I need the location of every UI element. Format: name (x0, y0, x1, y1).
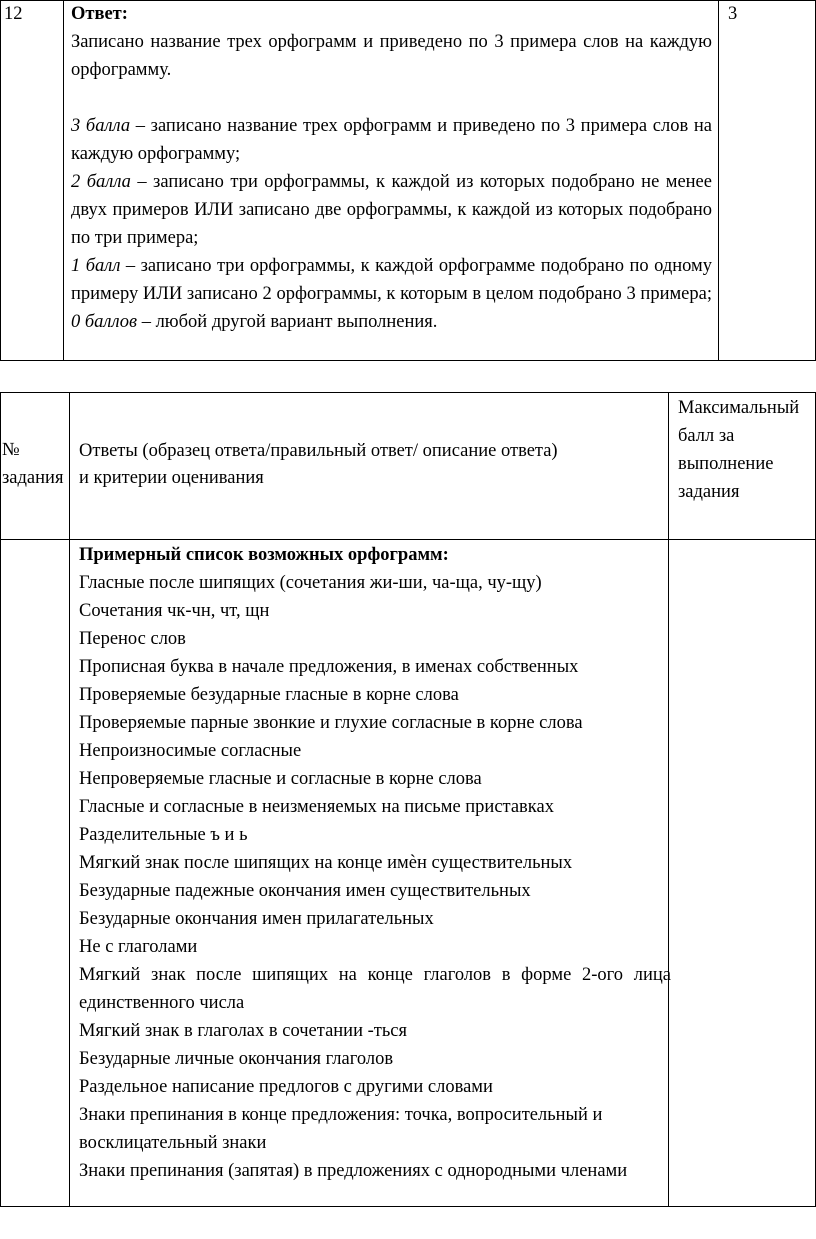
list-item: Знаки препинания (запятая) в предложениях с однородными членами (79, 1161, 628, 1181)
orthogram-list-title: Примерный список возможных орфограмм: (79, 545, 449, 565)
list-item: Мягкий знак после шипящих на конце имѐн существительных (79, 853, 573, 873)
list-item: Разделительные ъ и ь (79, 825, 248, 845)
list-item: Гласные после шипящих (сочетания жи-ши, ча-ща, чу-щу) (79, 573, 542, 593)
list-item: Проверяемые парные звонкие и глухие согласные в корне слова (79, 713, 583, 733)
score-1-text: – записано три орфограммы, к каждой орфограмме подобрано по одному примеру ИЛИ записано 2 орфограммы, к которым в целом подобрано 3 примера; (71, 256, 713, 304)
header-number-sign: № (2, 440, 20, 460)
list-item: Мягкий знак в глаголах в сочетании -ться (79, 1021, 408, 1041)
score-1-label: 1 балл (71, 256, 121, 276)
table-border (69, 392, 70, 1207)
list-item: Безударные окончания имен прилагательных (79, 909, 434, 929)
table-border (0, 1206, 816, 1207)
score-2-label: 2 балла (71, 172, 131, 192)
list-item: Раздельное написание предлогов с другими словами (79, 1077, 493, 1097)
answer-label: Ответ: (71, 4, 128, 24)
score-3-criterion (71, 112, 712, 168)
task-number: 12 (4, 4, 23, 24)
answer-text: Записано название трех орфограмм и приведено по 3 примера слов на каждую орфограмму. (71, 32, 712, 80)
list-item: Перенос слов (79, 629, 186, 649)
answer-cell (71, 0, 712, 336)
score-2-criterion (71, 168, 712, 252)
list-item: Проверяемые безударные гласные в корне слова (79, 685, 459, 705)
score-3-label: 3 балла (71, 116, 131, 136)
list-item: Не с глаголами (79, 937, 198, 957)
header-answers: Ответы (образец ответа/правильный ответ/ описание ответа) и критерии оценивания (79, 441, 558, 488)
list-item: Мягкий знак после шипящих на конце глаголов в форме 2-ого лица единственного числа (79, 965, 671, 1013)
list-item: Прописная буква в начале предложения, в именах собственных (79, 657, 579, 677)
table-border (0, 392, 1, 1207)
list-item: Безударные личные окончания глаголов (79, 1049, 394, 1069)
list-item: Непроверяемые гласные и согласные в корне слова (79, 769, 482, 789)
header-task-number (2, 436, 63, 492)
list-item: Гласные и согласные в неизменяемых на письме приставках (79, 797, 554, 817)
list-item: Знаки препинания в конце предложения: точка, вопросительный и восклицательный знаки (79, 1105, 603, 1153)
header-task-label: задания (2, 468, 64, 488)
list-item: Безударные падежные окончания имен существительных (79, 881, 531, 901)
table-border (63, 0, 64, 361)
max-score: 3 (728, 4, 738, 24)
score-3-text: – записано название трех орфограмм и приведено по 3 примера слов на каждую орфограмму; (71, 116, 712, 164)
table-border (0, 360, 816, 361)
table-border (718, 0, 719, 361)
score-1-criterion (71, 252, 712, 336)
orthogram-list (79, 541, 671, 1185)
list-item: Сочетания чк-чн, чт, щн (79, 601, 270, 621)
table-border (0, 539, 816, 540)
score-0-label: 0 баллов (71, 312, 138, 332)
score-0-text: – любой другой вариант выполнения. (137, 312, 438, 332)
header-max-score: Максимальный балл за выполнение задания (678, 398, 800, 502)
list-item: Непроизносимые согласные (79, 741, 302, 761)
table-border (0, 0, 1, 361)
score-2-text: – записано три орфограммы, к каждой из которых подобрано не менее двух примеров ИЛИ записано две орфограммы, к каждой из которых подобрано по три примера; (71, 172, 712, 248)
table-border (0, 392, 816, 393)
